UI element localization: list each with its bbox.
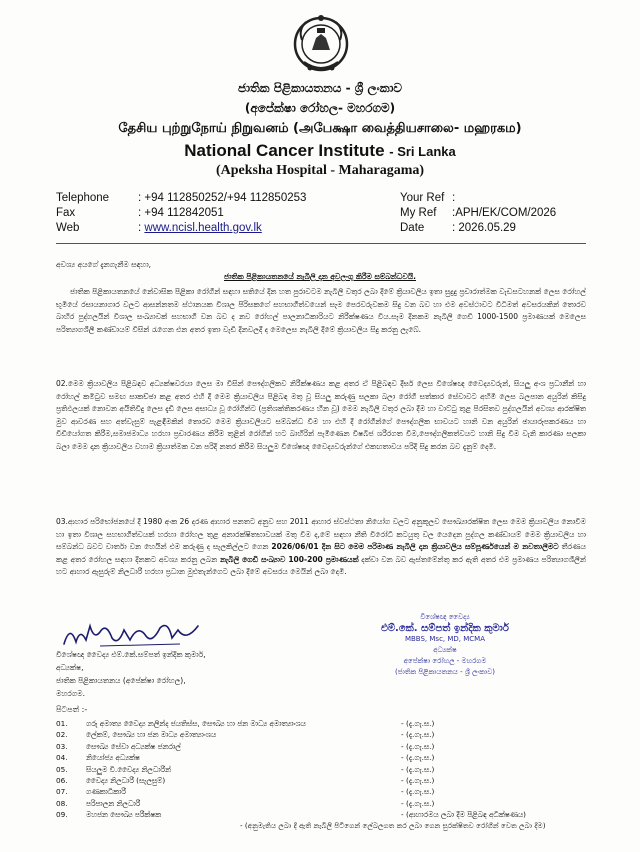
hospital-name-sinhala: (අපේක්ෂා රෝහල- මහරගම) bbox=[244, 101, 396, 115]
stamp-line-0: විශේෂඥ වෛද්‍ය bbox=[420, 613, 470, 621]
telephone-label: Telephone bbox=[56, 192, 110, 204]
handwritten-signature bbox=[60, 618, 220, 652]
signatory-title: අධ්‍යක්ෂ, bbox=[56, 663, 84, 672]
paragraph-3-bold-a: 2026/06/01 දින සිට මෙම පරිමාණ නැබිලි දාන ක්‍රියාවලිය සම්පූර්ණයෙන් ම නවතාලීමට bbox=[271, 542, 559, 552]
copy-number: 03. bbox=[56, 741, 68, 751]
copies-title: පිටපත් :- bbox=[56, 705, 88, 714]
list-item bbox=[56, 776, 586, 787]
paragraph-3 bbox=[56, 516, 586, 579]
list-item bbox=[56, 753, 586, 764]
copy-recipient: මහජන සෞඛ්‍ය පරීක්ෂක bbox=[86, 810, 162, 820]
reference-block bbox=[400, 192, 600, 242]
copy-action: - (දැ.ගැ.ස.) bbox=[401, 719, 435, 728]
your-ref-value: : bbox=[452, 192, 456, 204]
copy-recipient: සියලුම වි.වෛද්‍ය නිලධාරීන් bbox=[86, 764, 171, 774]
web-colon: : bbox=[138, 222, 142, 234]
signatory-block bbox=[56, 648, 316, 700]
website-link[interactable]: www.ncisl.health.gov.lk bbox=[144, 222, 262, 234]
copy-number: 06. bbox=[56, 775, 68, 785]
my-ref-value: :APH/EK/COM/2026 bbox=[452, 207, 557, 219]
institute-name-main: National Cancer Institute bbox=[184, 141, 385, 160]
copy-number: 05. bbox=[56, 764, 68, 774]
copy-recipient: ගරු අමාත්‍ය වෛද්‍ය නලින්ද ජයතිස්ස, සෞඛ්‍ය හා ජන මාධ්‍ය අමාත්‍යාංශය bbox=[86, 719, 306, 728]
paragraph-3-part-b: තීරණය කළ අතර රෝහල සඳහා දිනකට අවශ්‍ය කරනු ලබන bbox=[56, 542, 586, 564]
copy-action: - (දැ.ගැ.ස.) bbox=[401, 753, 435, 763]
contact-block bbox=[56, 192, 376, 242]
stamp-hospital: අපේක්ෂා රෝහල - මහරගම bbox=[403, 657, 487, 665]
institute-name-country: - Sri Lanka bbox=[389, 144, 456, 159]
fax-value: : +94 112842051 bbox=[138, 207, 224, 219]
web-label: Web bbox=[56, 222, 80, 234]
copies-list bbox=[56, 719, 586, 822]
list-item bbox=[56, 799, 586, 810]
signatory-location: මහරගම. bbox=[56, 689, 85, 698]
telephone-value: : +94 112850252/+94 112850253 bbox=[138, 192, 307, 204]
institute-name-english bbox=[0, 141, 640, 161]
paragraph-3-part-a: 03.ආහාර පරිභෝජනයේ දී 1980 අංක 26 දරණ ආහාර පනතට අනුව සහ 2011 ආහාර ස්වස්ථතා නියෝග වලට අනුකූලව සෞඛ්‍යාරක්ෂිත ලෙස මෙම ක්‍රියාවලිය නොවීම හා ඉතා විශාල සහභාගීත්වයක් හරහා රෝහල තුළ අනාරක්ෂිතභාවයක් මතු වීම ද,මේ සඳහා නීති විරෝධී කටයුතු වල යෙදෙන පුද්ගල කණ්ඩායම් මෙම ක්‍රියාවලිය හා සම්බන්ධ බවට වාර්තා වන හෙයින් එම කරුණු ද සැලකිල්ලට ගෙන bbox=[56, 517, 586, 552]
copy-recipient: ගණකාධිකාරී bbox=[86, 787, 126, 797]
header-divider bbox=[56, 243, 586, 244]
web-value-row bbox=[138, 222, 262, 234]
stamp-title: අධ්‍යක්ෂ bbox=[433, 646, 457, 654]
copy-action: - (දැ.ගැ.ස.) bbox=[401, 787, 435, 797]
copy-action: - (දැ.ගැ.ස.) bbox=[401, 730, 435, 740]
paragraph-3-bold-b: නැබිලි ගෙඩි සංඛ්‍යාව 100-200 ප්‍රමාණයක් bbox=[219, 554, 359, 564]
signatory-institution: ජාතික පිළිකායතනය (අපේක්ෂා රෝහල), bbox=[56, 676, 186, 685]
your-ref-label: Your Ref bbox=[400, 192, 445, 204]
copy-recipient: සෞඛ්‍ය සේවා අධ්‍යක්ෂ ජනරාල් bbox=[86, 741, 181, 751]
copy-recipient: පරිපාලන නිලධාරී bbox=[86, 798, 141, 808]
copy-recipient: නියෝජ්‍ය අධ්‍යක්ෂ bbox=[86, 753, 140, 763]
fax-label: Fax bbox=[56, 207, 76, 219]
copy-action: - (දැ.ගැ.ස.) bbox=[401, 798, 435, 808]
list-item bbox=[56, 742, 586, 753]
institute-name-sinhala: ජාතික පිළිකායතනය - ශ්‍රී ලංකාව bbox=[237, 81, 403, 95]
copy-number: 01. bbox=[56, 719, 68, 728]
paragraph-3-part-c: දක්වා වන බව ඇස්තමේන්තු කර ඇති අතර එම ප්‍රමාණය පරිත්‍යාගශීලීන් හට ආහාර ඇසුරුම් නිලධාරී හරහා ප්‍රධාන මුළුතැන්ගෙට ලබා දීමේ අවසරය මෙයින් ලබා දෙමි. bbox=[56, 554, 586, 577]
stamp-name: එම්.කේ. සම්පත් ඉන්දික කුමාර් bbox=[381, 623, 509, 634]
hospital-name-english: (Apeksha Hospital - Maharagama) bbox=[215, 163, 425, 178]
my-ref-label: My Ref bbox=[400, 207, 437, 219]
date-label: Date bbox=[400, 222, 425, 234]
copy-action: - (දැ.ගැ.ස.) bbox=[401, 764, 435, 774]
copy-recipient: ලේකම්, සෞඛ්‍ය හා ජන මාධ්‍ය අමාත්‍යාංශය bbox=[86, 730, 217, 740]
paragraph-2: 02.මෙම ක්‍රියාවලිය පිළිබඳව අධ්‍යක්ෂවරයා ලෙස මා විසින් පෞද්ගලිකව නිරීක්ෂණය කළ අතර ඒ පිළිබඳව දීර්ඝ ලෙස විශේෂඥ වෛද්‍යවරුන්, සියලු අංශ ප්‍රධානීන් හා රෝහල් කමිටුව සමඟ සාකච්ඡා කළ අතර එහි දී මෙම ක්‍රියාවලිය පිළිබඳ මතු වූ සියලු කරුණු සලකා බලා රෝගී සත්කාර සේවාවට අහිමි ලෙස බලපාන අයුරින් කිසිදු ප්‍රතිඵලයක් නොවන අයිතිවිදු ලෙස දැඩි ලෙස අසාධ්‍ය වූ රෝගීන්ට (ප්‍රතිශක්තිකරණය හීන වූ) මෙම නැබිලි වතුර ලබා දීම හා වාට්ටු තුළ පිරසිතව පුද්ගලයින් අවශ්‍ය ආරක්ෂිත මුව ආවරණ සහ අත්වැසුම් පැළඳීමකින් තොරව මෙම ක්‍රියාවලියට සම්බන්ධ වීම හා එහි දී රෝගීන්ගේ පෞද්ගලික භාවයට හානි වන අයුරින් ඡායාරූපකරණය හා වීඩියෝගත කිරීම,සමාජමාධ්‍ය හරහා ප්‍රචාරණය කිරීම තුළින් රෝගීන් හට බාහිරින් පැමිණෙන විෂබීජ ශරීරගත වීම,පෞද්ගලිකත්වයට හානි සිදු වීම වැනි කාරණා සලකා බලා මෙම දාන ක්‍රියාවලිය වහාම ක්‍රියාත්මක වන පරිදි නතර කිරීම සියලුම විශේෂඥ වෛද්‍යවරුන්ගේ එකඟතාවය පරිදි සිදු කරන බව දැනුම් දෙමි. bbox=[56, 379, 586, 451]
list-item bbox=[56, 787, 586, 798]
stamp-qualifications: MBBS, Msc, MD, MCMA bbox=[404, 635, 486, 643]
sri-lanka-emblem-icon bbox=[290, 10, 352, 78]
letter-subject: ජාතික පිළිකායතනයේ නැබිලි දාන අවලංගු කිරීම සම්බන්ධවයි. bbox=[224, 272, 416, 281]
salutation: අවශ්‍ය අයගේ දැනගැනීම සඳහා, bbox=[56, 260, 152, 269]
date-value: : 2026.05.29 bbox=[452, 222, 516, 234]
copy-number: 02. bbox=[56, 730, 68, 740]
copy-recipient: වෛද්‍ය නිලධාරී (සැලසුම්) bbox=[86, 775, 166, 785]
copies-note: - (අනුමැතිය ලබා දී ඇති නැබිලි පිටිගෙන් ලේබලගත කර ලබා ගෙන සුරක්ෂිතව රෝගීන් වෙත ලබා දීම) bbox=[240, 821, 546, 830]
copy-action: - (ආහාරමය ලබා දීම පිළිබඳ අධීක්ෂණය) bbox=[401, 810, 527, 820]
copy-number: 04. bbox=[56, 753, 68, 763]
copy-number: 09. bbox=[56, 810, 68, 820]
institute-name-tamil: தேசிய புற்றுநோய் நிறுவனம் (அபேக்ஷா வைத்தியசாலை- மஹரகம) bbox=[118, 121, 522, 136]
copy-action: - (දැ.ගැ.ස.) bbox=[401, 741, 435, 751]
list-item bbox=[56, 765, 586, 776]
copy-number: 08. bbox=[56, 798, 68, 808]
copy-number: 07. bbox=[56, 787, 68, 797]
stamp-institute: (ජාතික පිළිකායතනය - ශ්‍රී ලංකාව) bbox=[395, 668, 495, 676]
list-item bbox=[56, 730, 586, 741]
list-item bbox=[56, 719, 586, 730]
copy-action: - (දැ.ගැ.ස.) bbox=[401, 775, 435, 785]
signatory-name: විශේෂඥ වෛද්‍ය එම්.කේ.සම්පත් ඉන්දික කුමාර්, bbox=[56, 650, 206, 659]
official-stamp bbox=[320, 612, 570, 678]
paragraph-1: ජාතික පිළිකායතනයේ නේවාසික පිළිකා රෝගීන් සඳහා සතියේ දින හත පුරාවටම නැබිලි වතුර ලබා දීමේ ක්‍රියාවලිය ඉතා සුදුදු ප්‍රචාරාත්මක වැඩසටහනක් ලෙස රෝහල් භූමියේ රසායනාගාර වලට ආසන්නතම ස්ථානයක විශාල පිරිසකගේ සහභාගීත්වයෙන් සෑම පෙරවරුවකම සිදු වන බව හා එම අවස්ථාවට විධිමත් අවසරයකින් තොරව බාහිර පුද්ගලයින් විශාල සංඛ්‍යාවක් සහභාගී වන බව ද නව රෝහල් පාලනාධිකාරියට නිරීක්ෂණය විය.සෑම දිනකම නැබිලි ගෙඩි 1000-1500 ප්‍රමාණයක් මෙලෙස පරිත්‍යාගශීලී කණ්ඩායම් විසින් රැගෙන එන අතර ඉතා වැඩි දිනවලදී ද මෙලෙස නැබිලි දීමේ ක්‍රියාවලිය සිදු කරනු ලැබේ. bbox=[56, 287, 586, 334]
